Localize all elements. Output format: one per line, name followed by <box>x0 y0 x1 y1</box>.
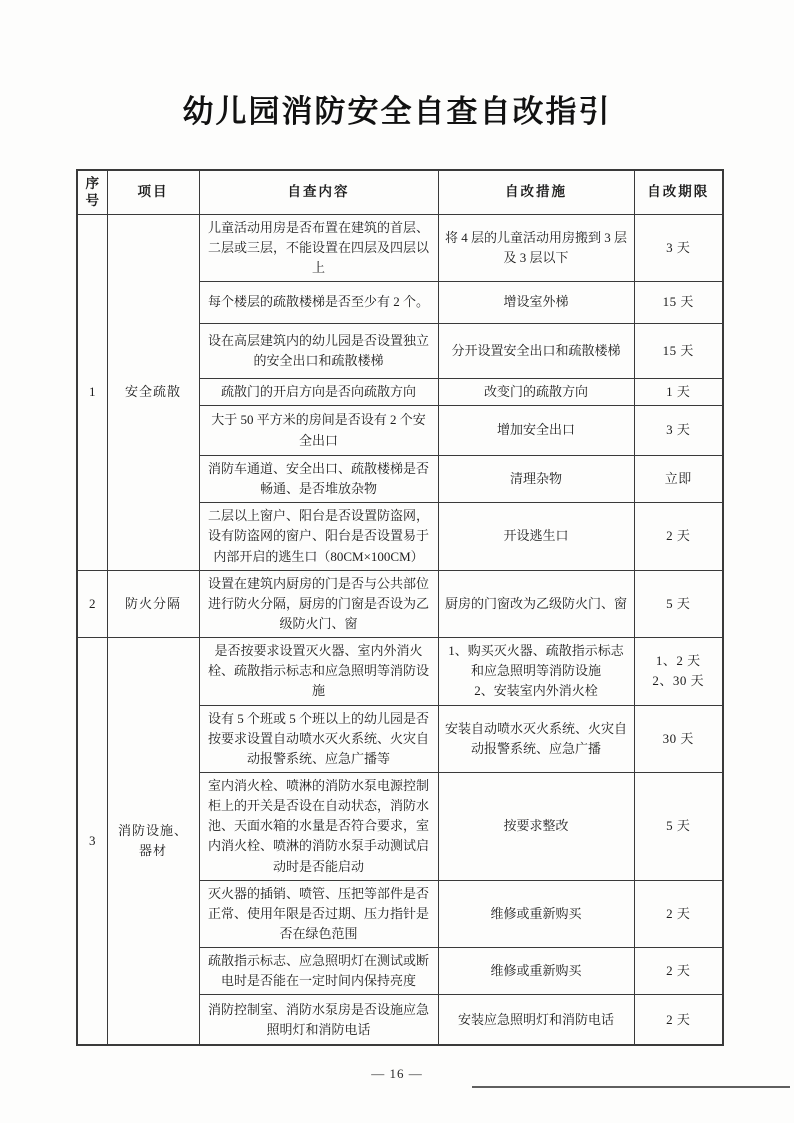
deadline-cell: 1、2 天 2、30 天 <box>634 638 723 705</box>
content-cell: 设置在建筑内厨房的门是否与公共部位进行防火分隔，厨房的门窗是否设为乙级防火门、窗 <box>199 570 438 637</box>
content-cell: 疏散门的开启方向是否向疏散方向 <box>199 378 438 405</box>
deadline-cell: 15 天 <box>634 323 723 378</box>
item-cell: 消防设施、器材 <box>107 638 199 1045</box>
deadline-cell: 5 天 <box>634 570 723 637</box>
content-cell: 是否按要求设置灭火器、室内外消火栓、疏散指示标志和应急照明等消防设施 <box>199 638 438 705</box>
content-cell: 设在高层建筑内的幼儿园是否设置独立的安全出口和疏散楼梯 <box>199 323 438 378</box>
item-cell: 防火分隔 <box>107 570 199 637</box>
bottom-rule <box>472 1086 790 1088</box>
table-header <box>77 170 723 214</box>
deadline-cell: 5 天 <box>634 773 723 881</box>
measure-cell: 维修或重新购买 <box>438 948 634 995</box>
deadline-cell: 1 天 <box>634 378 723 405</box>
deadline-cell: 30 天 <box>634 705 723 772</box>
measure-cell: 厨房的门窗改为乙级防火门、窗 <box>438 570 634 637</box>
content-cell: 疏散指示标志、应急照明灯在测试或断电时是否能在一定时间内保持亮度 <box>199 948 438 995</box>
row-number-cell: 3 <box>77 638 107 1045</box>
content-cell: 儿童活动用房是否布置在建筑的首层、二层或三层，不能设置在四层及四层以上 <box>199 214 438 281</box>
content-cell: 设有 5 个班或 5 个班以上的幼儿园是否按要求设置自动喷水灭火系统、火灾自动报警系统、应急广播等 <box>199 705 438 772</box>
deadline-cell: 2 天 <box>634 995 723 1045</box>
inspection-table-body <box>77 214 723 1045</box>
measure-cell: 按要求整改 <box>438 773 634 881</box>
measure-cell: 维修或重新购买 <box>438 880 634 947</box>
measure-cell: 分开设置安全出口和疏散楼梯 <box>438 323 634 378</box>
measure-cell: 清理杂物 <box>438 456 634 503</box>
table-row <box>77 638 723 705</box>
page-title: 幼儿园消防安全自查自改指引 <box>182 94 612 129</box>
deadline-cell: 15 天 <box>634 281 723 323</box>
measure-cell: 安装自动喷水灭火系统、火灾自动报警系统、应急广播 <box>438 705 634 772</box>
deadline-cell: 2 天 <box>634 880 723 947</box>
deadline-cell: 立即 <box>634 456 723 503</box>
content-cell: 室内消火栓、喷淋的消防水泵电源控制柜上的开关是否设在自动状态，消防水池、天面水箱的水量是否符合要求，室内消火栓、喷淋的消防水泵手动测试启动时是否能启动 <box>199 773 438 881</box>
column-header-measure: 自改措施 <box>438 170 634 214</box>
content-cell: 消防控制室、消防水泵房是否设施应急照明灯和消防电话 <box>199 995 438 1045</box>
content-cell: 灭火器的插销、喷管、压把等部件是否正常、使用年限是否过期、压力指针是否在绿色范围 <box>199 880 438 947</box>
inspection-table <box>76 169 724 1046</box>
header-row <box>77 170 723 214</box>
measure-cell: 1、购买灭火器、疏散指示标志和应急照明等消防设施 2、安装室内外消火栓 <box>438 638 634 705</box>
content-cell: 二层以上窗户、阳台是否设置防盗网，设有防盗网的窗户、阳台是否设置易于内部开启的逃生口（80CM×100CM） <box>199 503 438 570</box>
column-header-deadline: 自改期限 <box>634 170 723 214</box>
content-cell: 大于 50 平方米的房间是否设有 2 个安全出口 <box>199 406 438 456</box>
column-header-number: 序号 <box>77 170 107 214</box>
measure-cell: 增加安全出口 <box>438 406 634 456</box>
measure-cell: 改变门的疏散方向 <box>438 378 634 405</box>
deadline-cell: 2 天 <box>634 503 723 570</box>
measure-cell: 开设逃生口 <box>438 503 634 570</box>
column-header-item: 项目 <box>107 170 199 214</box>
row-number-cell: 2 <box>77 570 107 637</box>
content-cell: 消防车通道、安全出口、疏散楼梯是否畅通、是否堆放杂物 <box>199 456 438 503</box>
deadline-cell: 2 天 <box>634 948 723 995</box>
item-cell: 安全疏散 <box>107 214 199 570</box>
row-number-cell: 1 <box>77 214 107 570</box>
measure-cell: 将 4 层的儿童活动用房搬到 3 层及 3 层以下 <box>438 214 634 281</box>
table-row <box>77 570 723 637</box>
measure-cell: 增设室外梯 <box>438 281 634 323</box>
table-row <box>77 214 723 281</box>
measure-cell: 安装应急照明灯和消防电话 <box>438 995 634 1045</box>
page-number: — 16 — <box>371 1065 423 1081</box>
column-header-content: 自查内容 <box>199 170 438 214</box>
content-cell: 每个楼层的疏散楼梯是否至少有 2 个。 <box>199 281 438 323</box>
deadline-cell: 3 天 <box>634 214 723 281</box>
deadline-cell: 3 天 <box>634 406 723 456</box>
